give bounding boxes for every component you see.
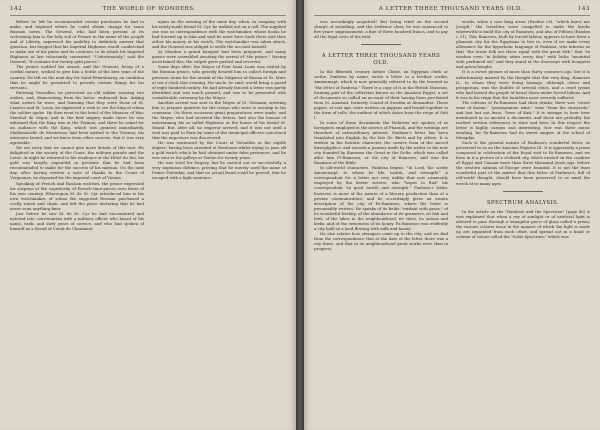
paragraph: In the article on the "Rainbow and the Spectrum" (page 40) it was explained that when a ray of sunlight or of artificial light is allowed to pass through a triangular piece of glass called a prism, the various colours issue in the manner of which the light is made up are separated from each other, and spread out in a band or column of colour called the "Solar Spectrum," which was (456, 209, 590, 240)
paragraph: He also relates how strangers came up to the city; and we find from the correspondence that at the date of the letter there was a city there, and that in its neighbourhood great works were then in progress. (314, 230, 448, 252)
paragraph: again on the evening of the same day, when, in company with his newly-made friend M. Cyr, he walked out on a call. The supplied one was in correspondence with the watchmaker, whose books he had hurried up to him and said he must have back there and then either his money or his watch. The watchmaker was taken aback, and the General was obliged to settle the account himself. (152, 19, 286, 50)
paragraph: In some of these documents the Hebrews are spoken of as foreigners employed in the service of Pharaoh, and the writings are therefore of extraordinary interest. Panbesa's letter has been translated into English by the late Dr. Birch and by others. It is written in the hieratic character, the cursive form of the sacred hieroglyphics, and records a journey made by the writer to the new city founded by Rameses the Great in the Delta, which was called after him Pi-Ramessu, or the city of Rameses, and was the Raamses of the Bible. (314, 119, 448, 166)
right-columns (314, 19, 590, 424)
left-column-2 (152, 19, 286, 424)
left-page-number: 142 (10, 6, 23, 12)
paragraph: He was sentenced by the Court of Versailles in the eighth degree, having been arrested at Bordeaux whilst trying to pass off a gold watch which he had obtained under false pretences, and he was sent to the galleys at Toulon for twenty years. (152, 140, 286, 161)
paragraph: In the fifteenth century before Christ, an Egyptian clerk or scribe, Panbesa by name, wrote a letter to a brother scribe, Amenemapt, which is now generally referred to by the learned as "the letter of Panbesa." There is a copy of it in the British Museum, forming part of the collection known as the Anastasi Papyri, a set of documents so called on account of their having been purchased from M. Anastasi, formerly Consul of Sweden at Alexandria. These papyri, of vast age, were written on papyrus and bound together in the form of rolls, the earliest of which dates from the reign of Seti I. (314, 69, 448, 120)
paragraph: words, when a new king arose (Exodus i.8), "which knew not Joseph," the Israelites were compelled to make the bricks wherewith to build the city of Rameses, and also of Pithom (Exodus i. 11). This Rameses, built by forced labour, appears to have been a pleasant city for the Egyptians to live in, even if we make every allowance for the hyperbolic language of Panbesa, who informs us that "the lower folk are there equal with the great folk," that "in wisdom even "in holiday attire every day," with locks "anointed with perfumed oil," and they stand at the doorways with bouquets and green boughs. (456, 19, 590, 70)
paragraph: In old-world characters, Panbesa begins: "In Lord, the scribe Amenemapt, to whom be life, health, and strength!" A correspondent for a letter not very unlike that now commonly employed by the better writers, who "hopes to find" his correspondent "in good health and strength." Panbesa's letter, however, is more of the nature of a literary production than of a private communication, and he accordingly gives an ornate description of the city of Pa-Rameses, where the letter is presumably written. He speaks of its fields "verdant with grass," of its wonderful fertility, of the abundance of its granaries, its fish and fowl, of the lakes in the neighbourhood, its vines, its onions and leeks, and of the sweetness of its honey. Pa-Rameses was evidently a city built in a land flowing with milk and honey. (314, 165, 448, 231)
paragraph: Entering Versailles, he perceived an old soldier wearing two orders, and, dismounting from his horse, embraced him. Asking what orders he wore, and learning that they were those of St. Lazarus and St. Louis, he expressed a wish to see the king of whom the soldier spoke. He then went to the hotel of the Minister of War, Marshal de Ségur, and in the first inquiry made there he was informed that the King was at the Trianon; and there he asked for an audience with the King, which was granted immediately. Mademoiselle de Montesson had been invited to the Trianon; his interview lasted, and we know from other sources, that it was very agreeable. (10, 89, 144, 146)
paragraph: The prince nodded his assent, and the General, being of a cordial nature, wished to give him a bottle of the best wine of the country. He left on the next day for Saint-Pétersbourg, on condition that he might be permitted to provide certain things for his servants. (10, 64, 144, 90)
paragraph: We are sorry that we cannot give more details of this visit. He delighted in the society of the Court, the military parade and the Lever. At night he returned to his residence at the Hôtel du Roi, his gold was largely expended in presents that he had been recommended to make for the success of his mission. On the next day, after having written a note of thanks to the Count of Vergennes, he departed for the imperial court of Vienna. (10, 145, 144, 181)
right-column-2 (456, 19, 590, 424)
left-running-title: THE WORLD OF WONDERS. (102, 6, 196, 12)
section-rule (361, 44, 401, 45)
paragraph: Just before he saw M. de St. Cyr he had encountered and entered into conversation with a military officer who heard of his name, rank, and sixty years of service, and who had spoken of himself as a friend of Count de Chaumont. (10, 210, 144, 231)
right-page-number: 143 (577, 6, 590, 12)
right-running-title: A LETTER THREE THOUSAND YEARS OLD. (378, 6, 523, 12)
left-running-header (10, 6, 286, 16)
paragraph: The citizens of Pa-Rameses had their drinks; there was "sweet wine of Kaemi," "pomegranate wine," wine "from the vineyards," and last but not least, "beer of Kati." It is strange to hear beer mentioned in so ancient a document, and these are probably the earliest written references to wine and beer. In this respect the letter is highly curious and interesting. Nor was there music wanting, for Pa-Rameses had its sweet singers of the school of Memphis. (456, 99, 590, 141)
right-column-1 (314, 19, 448, 424)
paragraph: It is a sweet picture of more than thirty centuries ago, but it is unfortunately marred by the thought that this very king, Rameses II., to whom they were doing homage, although clever and prosperous, was the builder of several cities, and a cruel tyrant who had bowed the people of Israel down under forced labour. And it was in his reign that the Israelites most severely suffered. (456, 69, 590, 100)
left-columns (10, 19, 286, 424)
left-page (0, 0, 296, 430)
paragraph: Some days after, the Mayor of Pont Saint Louis was visited by the Russian prince, who gravely desired him to collect foreign and precious items for the arrival of the Emperor of Russia at St. Marc at ten o'clock that evening. His uncle, he said, would bring a guard of eight hundred cavalry. He had already fancied a letter was partly identified and was much praised, and was to be presented with considerable ceremony by the Mayor. (152, 64, 286, 100)
paragraph: Another arrival was sent to the Mayor of St. Germain, ordering him to prepare quarters for the troops who were to encamp in his commune. On these occasions great preparations were made, and the Mayor, who had received the letters, had also the honour of entertaining his so-called Highness at the house of his friend M. Grand. But, after all, no emperor arrived, and it was not until a visit was paid to Paris by some of the municipal officers concerned that the imposture was discovered. (152, 99, 286, 141)
article-title: A LETTER THREE THOUSAND YEARS OLD. (321, 53, 441, 66)
paragraph: was accordingly acquitted! But being tried on the second charge of swindling, and the evidence clear, he was sentenced to five years' imprisonment, a fine of three hundred francs, and to pay all the legal costs of his trial. (314, 19, 448, 40)
paragraph: He was tried for forgery, but he carried out so successfully a very ingenious defence, proving that he merely used the name of Prince Potemkin, and that no actual fraud could be proved, that he escaped with a light sentence. (152, 160, 286, 181)
paragraph: Speaking of French and Russian watches, the prince expressed his surprise at the superiority of French time-pieces over those of his own country. Whereupon M. de St. Cyr introduced him to his own watchmaker, of whom the supposed Russian purchased a costly watch and chain, and left the place declaring that he had never seen anything finer. (10, 180, 144, 211)
paragraph: At Meudon a grand banquet had been prepared, and many guests were assembled awaiting the arrival of "the prince." Having ascertained this, the culprit grew pushed and reverent. (152, 49, 286, 65)
section-rule (503, 191, 543, 192)
right-running-header (314, 6, 590, 16)
book-gutter (296, 0, 304, 430)
paragraph: Before he left he recommended certain purchases he had to make, and inquired where he could obtain change for some Russian notes. The General, who had been present at its welcoming him to the holy soil of France in the name of the people and of Liberty, expressed his inability to definitely answer that question, but begged that his Imperial Highness would condescend to make use of his purse and its contents, to do which his Imperial Highness at last reluctantly consented. "Unfortunately," said the General, "it contains but twenty gold pieces." (10, 19, 144, 65)
paragraph: Such is the general nature of Panbesa's wonderful letter, as preserved to us on the Anastasi Papyrus III. It is apparently a poem composed in celebration of the Royal visit to Pa-Rameses, and we have in it a picture of a civilized city, which existed on the confines of Egypt and Canaan more than three thousand years ago, before the western nations of Europe were founded. It is not the least wonderful part of the matter that this letter of Panbesa's, full of old-world thought, should have been preserved to us amid the wreck of so many ages. (456, 140, 590, 186)
right-page (304, 0, 600, 430)
article2-title: SPECTRUM ANALYSIS. (486, 199, 560, 206)
left-column-1 (10, 19, 144, 424)
